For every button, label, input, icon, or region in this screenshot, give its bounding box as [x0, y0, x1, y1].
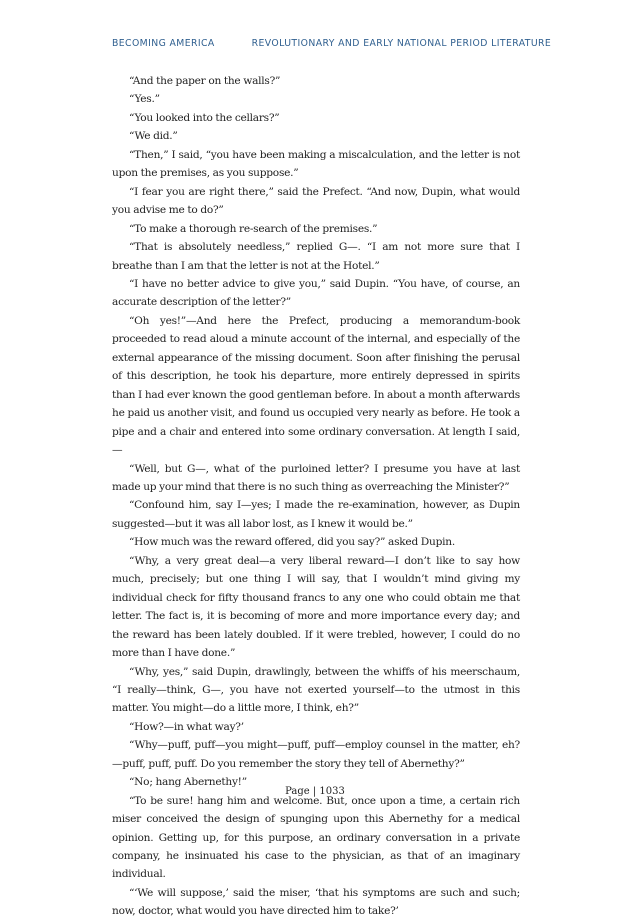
paragraph: “To make a thorough re-search of the premises.”: [129, 222, 378, 235]
paragraph: “Why, a very great deal—a very liberal reward—I don’t like to say how much, precisely; but one thing I will say, that I wouldn’t mind giving my individual check for fifty thousand francs to any one who could obtain me that letter. The fact is, it is becoming of more and more importance every day; and the reward has been lately doubled. If it were trebled, however, I could do no more than I have done.”: [112, 554, 520, 660]
page-number: Page | 1033: [285, 786, 345, 797]
paragraph: “Confound him, say I—yes; I made the re-examination, however, as Dupin suggested—but it was all labor lost, as I knew it would be.”: [112, 499, 520, 530]
paragraph: “I have no better advice to give you,” said Dupin. “You have, of course, an accurate description of the letter?”: [112, 277, 520, 309]
paragraph: “How much was the reward offered, did you say?” asked Dupin.: [129, 536, 455, 549]
paragraph: “No; hang Abernethy!”: [129, 776, 247, 789]
paragraph: “Then,” I said, “you have been making a miscalculation, and the letter is not upon the premises, as you suppose.”: [112, 148, 520, 180]
paragraph: “And the paper on the walls?”: [129, 75, 281, 87]
paragraph: “Why, yes,” said Dupin, drawlingly, between the whiffs of his meerschaum, “I really—think, G—, you have not exerted yourself—to the utmost in this matter. You might—do a little more, I think, eh?”: [112, 665, 520, 715]
paragraph: “How?—in what way?’: [129, 720, 244, 733]
paragraph: “You looked into the cellars?”: [129, 111, 280, 124]
header-book-title: BECOMING AMERICA: [112, 38, 215, 49]
paragraph: “‘We will suppose,’ said the miser, ‘that his symptoms are such and such; now, doctor, what would you have directed him to take?’: [112, 886, 520, 918]
paragraph: “Why—puff, puff—you might—puff, puff—employ counsel in the matter, eh?—puff, puff, puff. Do you remember the story they tell of Abernethy?”: [112, 739, 520, 770]
header-section-title: REVOLUTIONARY AND EARLY NATIONAL PERIOD LITERATURE: [251, 38, 552, 49]
paragraph: “That is absolutely needless,” replied G—. “I am not more sure that I breathe than I am that the letter is not at the Hotel.”: [112, 241, 520, 272]
paragraph: “We did.”: [129, 130, 178, 143]
paragraph: “Well, but G—, what of the purloined letter? I presume you have at last made up your mind that there is no such thing as overreaching the Minister?”: [112, 462, 520, 493]
paragraph: “To be sure! hang him and welcome. But, once upon a time, a certain rich miser conceived the design of spunging upon this Abernethy for a medical opinion. Getting up, for this purpose, an ordinary conversation in a private company, he insinuated his case to the physician, as that of an imaginary individual.: [112, 794, 520, 881]
paragraph: “I fear you are right there,” said the Prefect. “And now, Dupin, what would you advise me to do?”: [112, 185, 520, 217]
running-header: [112, 38, 630, 49]
paragraph: “Yes.”: [129, 93, 160, 106]
paragraph: “Oh yes!”—And here the Prefect, producing a memorandum-book proceeded to read aloud a minute account of the internal, and especially of the external appearance of the missing document. Soon after finishing the perusal of this description, he took his departure, more entirely depressed in spirits than I had ever known the good gentleman before. In about a month afterwards he paid us another visit, and found us occupied very nearly as before. He took a pipe and a chair and entered into some ordinary conversation. At length I said,—: [112, 314, 520, 457]
